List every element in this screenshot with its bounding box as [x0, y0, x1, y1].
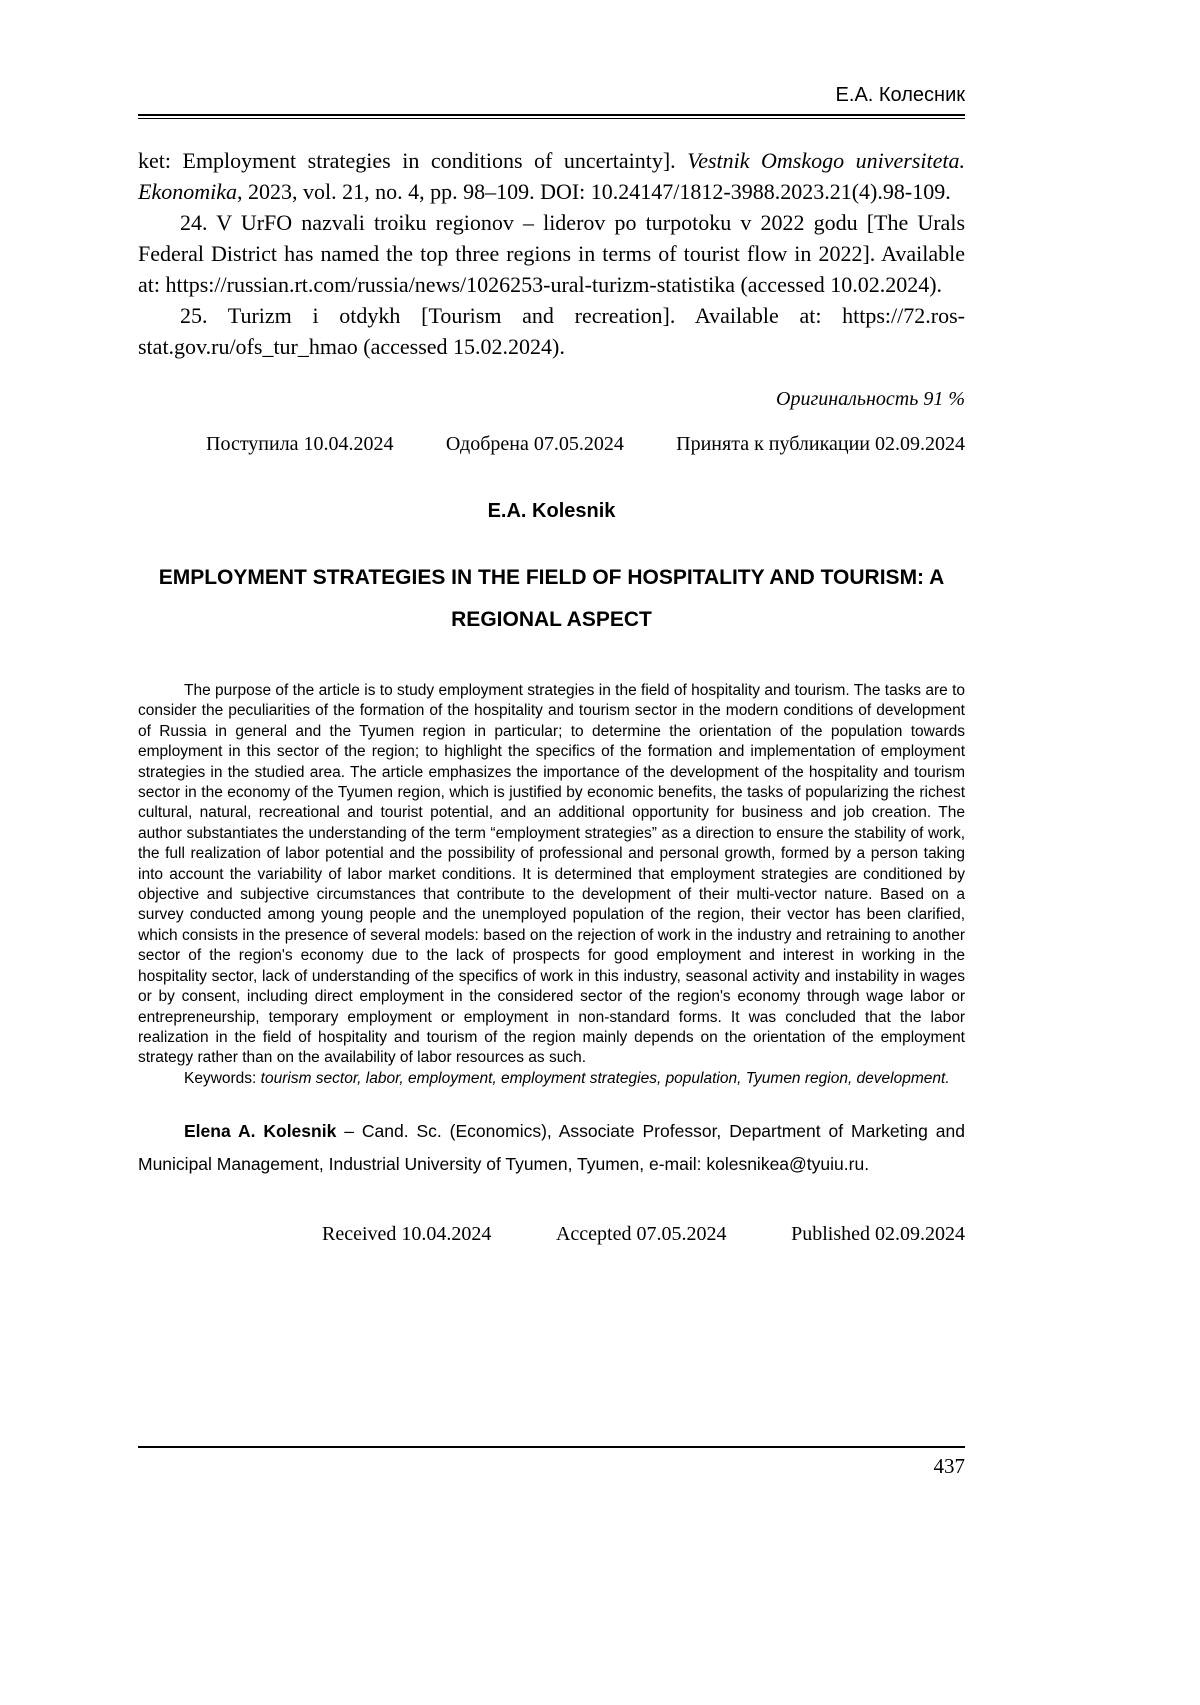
page-number: 437 — [933, 1454, 965, 1478]
page-content — [138, 84, 965, 1246]
originality-note: Оригинальность 91 % — [776, 388, 965, 410]
author-details: – Cand. Sc. (Economics), Associate Professor, Department of Marketing and Municipal Management, Industrial University of Tyumen, Tyumen, e-mail: kolesnikea@tyuiu.ru. — [138, 1121, 965, 1175]
reference-text-segment: , 2023, vol. 21, no. 4, pp. 98–109. DOI: 10.24147/1812-3988.2023.21(4).98-109. — [236, 179, 951, 204]
header-rule-thin — [138, 118, 965, 119]
references-section — [138, 145, 965, 362]
abstract-text: The purpose of the article is to study employment strategies in the field of hospitality and tourism. The tasks are to consider the peculiarities of the formation of the hospitality and tourism sector in the modern conditions of development of Russia in general and the Tyumen region in particular; to determine the orientation of the population towards employment in this sector of the region; to highlight the specifics of the formation and implementation of employment strategies in the studied area. The article emphasizes the importance of the development of the hospitality and tourism sector in the economy of the Tyumen region, which is justified by economic benefits, the tasks of popularizing the richest cultural, natural, recreational and tourist potential, and an additional opportunity for business and job creation. The author substantiates the understanding of the term “employment strategies” as a direction to ensure the stability of work, the full realization of labor potential and the possibility of professional and personal growth, formed by a person taking into account the variability of labor market conditions. It is determined that employment strategies are conditioned by objective and subjective circumstances that contribute to the development of their multi-vector nature. Based on a survey conducted among young people and the unemployed population of the region, their vector has been clarified, which consists in the presence of several models: based on the rejection of work in the industry and retraining to another sector of the region's economy due to the lack of prospects for good employment and interest in working in the hospitality sector, lack of understanding of the specifics of work in this industry, seasonal activity and instability in wages or by consent, including direct employment in the considered sector of the region's economy through wage labor or entrepreneurship, temporary employment or employment in non-standard forms. It was concluded that the labor realization in the field of hospitality and tourism of the region mainly depends on the orientation of the employment strategy rather than on the availability of labor resources as such. — [138, 682, 965, 1067]
reference-entry-25: 25. Turizm i otdykh [Tourism and recreation]. Available at: https://72.ros-stat.gov.ru/ofs_tur_hmao (accessed 15.02.2024). — [138, 303, 965, 359]
date-received-en: Received 10.04.2024 — [322, 1223, 492, 1246]
date-accepted-en: Accepted 07.05.2024 — [555, 1223, 727, 1246]
keywords-label: Keywords: — [184, 1069, 261, 1087]
author-heading: E.A. Kolesnik — [487, 500, 616, 522]
article-title: EMPLOYMENT STRATEGIES IN THE FIELD OF HOSPITALITY AND TOURISM: A REGIONAL ASPECT — [158, 566, 945, 631]
reference-entry-24: 24. V UrFO nazvali troiku regionov – liderov po turpotoku v 2022 godu [The Urals Federal District has named the top three regions in terms of tourist flow in 2022]. Available at: https://russian.rt.com/russia/news/1026253-ural-turizm-statistika (accessed 10.02.2024). — [138, 210, 965, 297]
date-accepted-ru: Принята к публикации 02.09.2024 — [676, 433, 965, 455]
author-bio — [138, 1115, 965, 1181]
keywords-terms: tourism sector, labor, employment, employment strategies, population, Tyumen region, development. — [260, 1069, 950, 1087]
date-received-ru: Поступила 10.04.2024 — [206, 433, 394, 455]
footer-rule — [138, 1446, 965, 1448]
date-published-en: Published 02.09.2024 — [791, 1223, 965, 1246]
reference-entry-23-continuation — [138, 145, 965, 207]
publication-dates-row-en — [138, 1223, 965, 1246]
reference-journal-name: Vestnik Omskogo universiteta. Ekonomika — [138, 148, 965, 204]
header-rule — [138, 114, 965, 119]
keywords-line — [138, 1069, 965, 1089]
author-name: Elena A. Kolesnik — [184, 1121, 337, 1142]
reference-text-segment: ket: Employment strategies in conditions of uncertainty]. — [138, 148, 688, 173]
header-rule-thick — [138, 114, 965, 116]
submission-dates-row-ru — [138, 433, 965, 456]
date-approved-ru: Одобрена 07.05.2024 — [445, 433, 624, 455]
running-head: Е.А. Колесник — [835, 84, 965, 106]
page-footer — [138, 1446, 965, 1479]
